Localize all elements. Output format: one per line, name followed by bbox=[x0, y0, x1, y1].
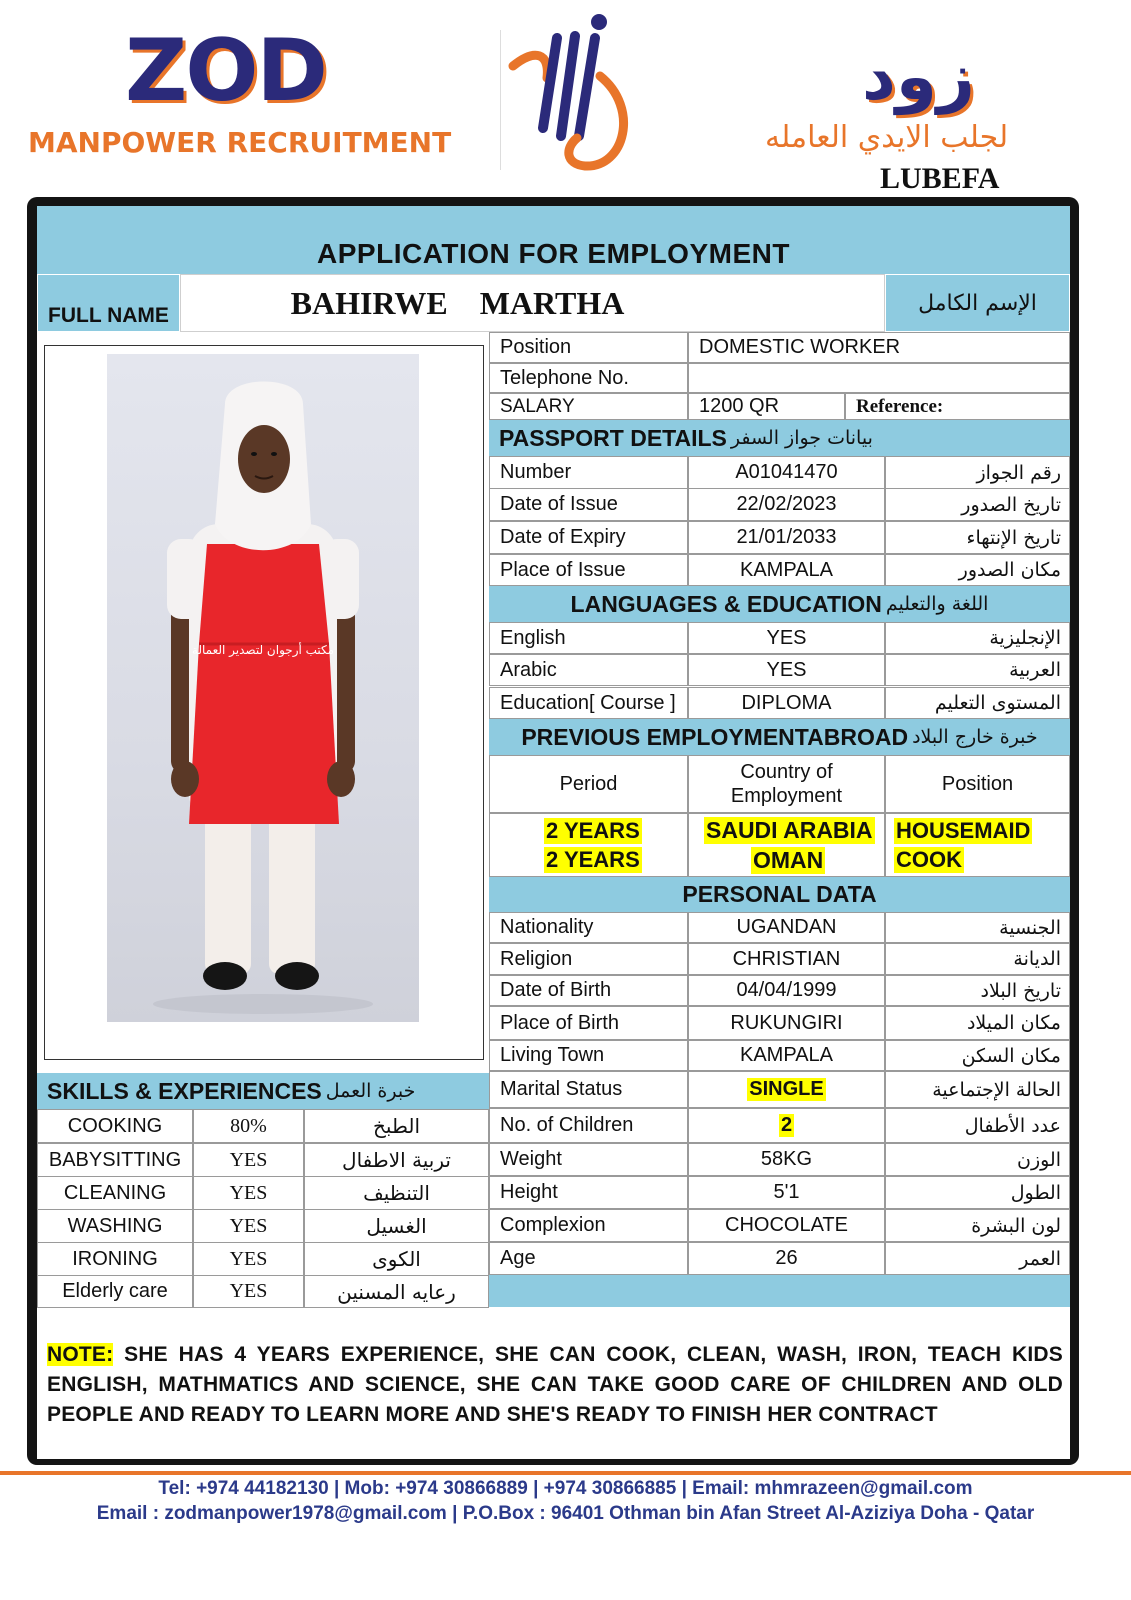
personal-section-header bbox=[489, 877, 1070, 912]
personal-row-label: Date of Birth bbox=[489, 975, 688, 1006]
employment-heading-ar: خبرة خارج البلاد bbox=[912, 726, 1038, 748]
employment-heading: PREVIOUS EMPLOYMENTABROAD bbox=[521, 723, 909, 750]
brand-subtitle: MANPOWER RECRUITMENT bbox=[28, 126, 452, 159]
skill-row-label: Elderly care bbox=[37, 1275, 193, 1308]
employment-country-2: OMAN bbox=[753, 847, 824, 873]
passport-row-arabic: تاريخ الصدور bbox=[885, 488, 1070, 521]
personal-row-value: 04/04/1999 bbox=[688, 975, 885, 1006]
applicant-figure-icon bbox=[107, 354, 419, 1022]
employment-position-1: HOUSEMAID bbox=[896, 818, 1031, 843]
skill-row-arabic: الغسيل bbox=[304, 1209, 489, 1243]
employment-period-1: 2 YEARS bbox=[546, 818, 640, 843]
language-row-value: DIPLOMA bbox=[688, 687, 885, 719]
employment-period-2: 2 YEARS bbox=[546, 847, 640, 872]
personal-row-value bbox=[688, 1108, 885, 1143]
passport-row-value: 21/01/2033 bbox=[688, 521, 885, 554]
skill-row-value: 80% bbox=[193, 1109, 304, 1143]
note-paragraph bbox=[47, 1340, 1063, 1430]
skill-row-label: WASHING bbox=[37, 1209, 193, 1243]
passport-row-arabic: رقم الجواز bbox=[885, 456, 1070, 489]
skill-row-value: YES bbox=[193, 1176, 304, 1210]
passport-heading-ar: بيانات جواز السفر bbox=[730, 427, 873, 449]
skill-row-value: YES bbox=[193, 1143, 304, 1177]
personal-row-label: Marital Status bbox=[489, 1071, 688, 1108]
personal-row-value: 58KG bbox=[688, 1143, 885, 1176]
personal-row-label: Living Town bbox=[489, 1040, 688, 1071]
personal-row-arabic: عدد الأطفال bbox=[885, 1108, 1070, 1143]
personal-row-arabic: الوزن bbox=[885, 1143, 1070, 1176]
personal-row-value-highlight: SINGLE bbox=[749, 1078, 824, 1100]
personal-row-label: Religion bbox=[489, 943, 688, 975]
brand-emblem-icon bbox=[505, 8, 635, 173]
note-label: NOTE: bbox=[47, 1343, 114, 1366]
full-name-label-cell bbox=[37, 274, 180, 332]
personal-row-arabic: الحالة الإجتماعية bbox=[885, 1071, 1070, 1108]
passport-heading: PASSPORT DETAILS bbox=[499, 424, 727, 451]
employment-country-1: SAUDI ARABIA bbox=[706, 817, 873, 843]
personal-row-value: RUKUNGIRI bbox=[688, 1006, 885, 1040]
blank-blue-row bbox=[489, 1275, 1070, 1307]
footer-divider bbox=[0, 1471, 1131, 1475]
form-title: APPLICATION FOR EMPLOYMENT bbox=[317, 238, 790, 269]
full-name-label: FULL NAME bbox=[48, 304, 169, 327]
passport-row-value: A01041470 bbox=[688, 456, 885, 489]
personal-row-label: Age bbox=[489, 1242, 688, 1275]
employment-periods-cell bbox=[489, 813, 688, 877]
skills-heading-ar: خبرة العمل bbox=[325, 1080, 416, 1102]
personal-row-value-highlight: 2 bbox=[780, 1114, 793, 1136]
employment-col-country: Country of Employment bbox=[688, 755, 885, 813]
skills-heading: SKILLS & EXPERIENCES bbox=[47, 1077, 322, 1104]
skill-row-arabic: تربية الاطفال bbox=[304, 1143, 489, 1177]
personal-row-label: Nationality bbox=[489, 912, 688, 943]
note-text: SHE HAS 4 YEARS EXPERIENCE, SHE CAN COOK, CLEAN, WASH, IRON, TEACH KIDS ENGLISH, MATHMATICS AND SCIENCE, SHE CAN TAKE GOOD CARE OF CHILDREN AND OLD PEOPLE AND READY TO LEARN MORE AND SHE'S READY TO FINISH HER CONTRACT bbox=[47, 1343, 1063, 1426]
personal-heading: PERSONAL DATA bbox=[682, 881, 877, 907]
brand-latin-name: LUBEFA bbox=[880, 162, 1000, 195]
personal-row-label: No. of Children bbox=[489, 1108, 688, 1143]
skill-row-arabic: الطبخ bbox=[304, 1109, 489, 1143]
employment-col-period: Period bbox=[489, 755, 688, 813]
personal-row-value: KAMPALA bbox=[688, 1040, 885, 1071]
personal-row-label: Weight bbox=[489, 1143, 688, 1176]
personal-row-value: CHOCOLATE bbox=[688, 1209, 885, 1242]
form-title-bar bbox=[37, 206, 1070, 274]
position-label: Position bbox=[489, 332, 688, 363]
language-row-label: Education[ Course ] bbox=[489, 687, 688, 719]
passport-row-value: KAMPALA bbox=[688, 554, 885, 586]
applicant-photo bbox=[107, 354, 419, 1022]
passport-row-label: Date of Expiry bbox=[489, 521, 688, 554]
passport-row-arabic: تاريخ الإنتهاء bbox=[885, 521, 1070, 554]
personal-row-label: Place of Birth bbox=[489, 1006, 688, 1040]
language-row-value: YES bbox=[688, 622, 885, 654]
languages-heading-ar: اللغة والتعليم bbox=[885, 593, 989, 615]
personal-row-arabic: مكان الميلاد bbox=[885, 1006, 1070, 1040]
full-name-arabic-cell bbox=[885, 274, 1070, 332]
languages-section-header bbox=[489, 586, 1070, 622]
passport-row-label: Date of Issue bbox=[489, 488, 688, 521]
footer-address-line: Email : zodmanpower1978@gmail.com | P.O.Box : 96401 Othman bin Afan Street Al-Aziziya Doha - Qatar bbox=[96, 1503, 1035, 1524]
personal-row-arabic: الديانة bbox=[885, 943, 1070, 975]
skill-row-value: YES bbox=[193, 1242, 304, 1276]
skill-row-value: YES bbox=[193, 1275, 304, 1308]
language-row-label: English bbox=[489, 622, 688, 654]
skill-row-arabic: التنظيف bbox=[304, 1176, 489, 1210]
employment-col-position: Position bbox=[885, 755, 1070, 813]
header-divider bbox=[500, 30, 501, 170]
skill-row-arabic: رعايه المسنين bbox=[304, 1275, 489, 1308]
employment-countries-cell bbox=[688, 813, 885, 877]
personal-row-value: 26 bbox=[688, 1242, 885, 1275]
personal-row-arabic: مكان السكن bbox=[885, 1040, 1070, 1071]
skill-row-label: BABYSITTING bbox=[37, 1143, 193, 1177]
personal-row-label: Height bbox=[489, 1176, 688, 1209]
full-name-value: BAHIRWE MARTHA bbox=[290, 284, 625, 321]
personal-row-arabic: لون البشرة bbox=[885, 1209, 1070, 1242]
employment-position-2: COOK bbox=[896, 847, 962, 872]
language-row-label: Arabic bbox=[489, 654, 688, 686]
brand-arabic-subtitle: لجلب الايدي العامله bbox=[765, 120, 1009, 155]
employment-section-header bbox=[489, 719, 1070, 755]
personal-row-arabic: تاريخ البلاد bbox=[885, 975, 1070, 1006]
full-name-arabic-label: الإسم الكامل bbox=[918, 290, 1037, 316]
skill-row-label: COOKING bbox=[37, 1109, 193, 1143]
passport-section-header bbox=[489, 420, 1070, 456]
brand-logo-text: ZOD bbox=[125, 21, 326, 121]
skill-row-value: YES bbox=[193, 1209, 304, 1243]
skill-row-label: CLEANING bbox=[37, 1176, 193, 1210]
skills-section-header bbox=[37, 1073, 489, 1109]
skill-row-label: IRONING bbox=[37, 1242, 193, 1276]
personal-row-arabic: العمر bbox=[885, 1242, 1070, 1275]
brand-arabic-name: زود bbox=[862, 38, 975, 115]
telephone-label: Telephone No. bbox=[489, 363, 688, 393]
personal-row-arabic: الجنسية bbox=[885, 912, 1070, 943]
employment-positions-cell bbox=[885, 813, 1070, 877]
full-name-cell bbox=[180, 274, 885, 332]
footer-contact-line: Tel: +974 44182130 | Mob: +974 30866889 | +974 30866885 | Email: mhmrazeen@gmail.com bbox=[158, 1478, 973, 1499]
reference-label: Reference: bbox=[845, 393, 1070, 420]
telephone-value bbox=[688, 363, 1070, 393]
passport-row-label: Place of Issue bbox=[489, 554, 688, 586]
skill-row-arabic: الكوى bbox=[304, 1242, 489, 1276]
language-row-arabic: الإنجليزية bbox=[885, 622, 1070, 654]
personal-row-label: Complexion bbox=[489, 1209, 688, 1242]
languages-heading: LANGUAGES & EDUCATION bbox=[570, 590, 882, 617]
passport-row-value: 22/02/2023 bbox=[688, 488, 885, 521]
language-row-arabic: العربية bbox=[885, 654, 1070, 686]
passport-row-label: Number bbox=[489, 456, 688, 489]
position-value: DOMESTIC WORKER bbox=[688, 332, 1070, 363]
personal-row-value bbox=[688, 1071, 885, 1108]
salary-label: SALARY bbox=[489, 393, 688, 420]
apron-print: مكتب أرجوان لتصدير العمالة bbox=[191, 643, 335, 657]
language-row-arabic: المستوى التعليم bbox=[885, 687, 1070, 719]
personal-row-value: UGANDAN bbox=[688, 912, 885, 943]
salary-value: 1200 QR bbox=[688, 393, 845, 420]
personal-row-arabic: الطول bbox=[885, 1176, 1070, 1209]
language-row-value: YES bbox=[688, 654, 885, 686]
personal-row-value: 5'1 bbox=[688, 1176, 885, 1209]
personal-row-value: CHRISTIAN bbox=[688, 943, 885, 975]
passport-row-arabic: مكان الصدور bbox=[885, 554, 1070, 586]
